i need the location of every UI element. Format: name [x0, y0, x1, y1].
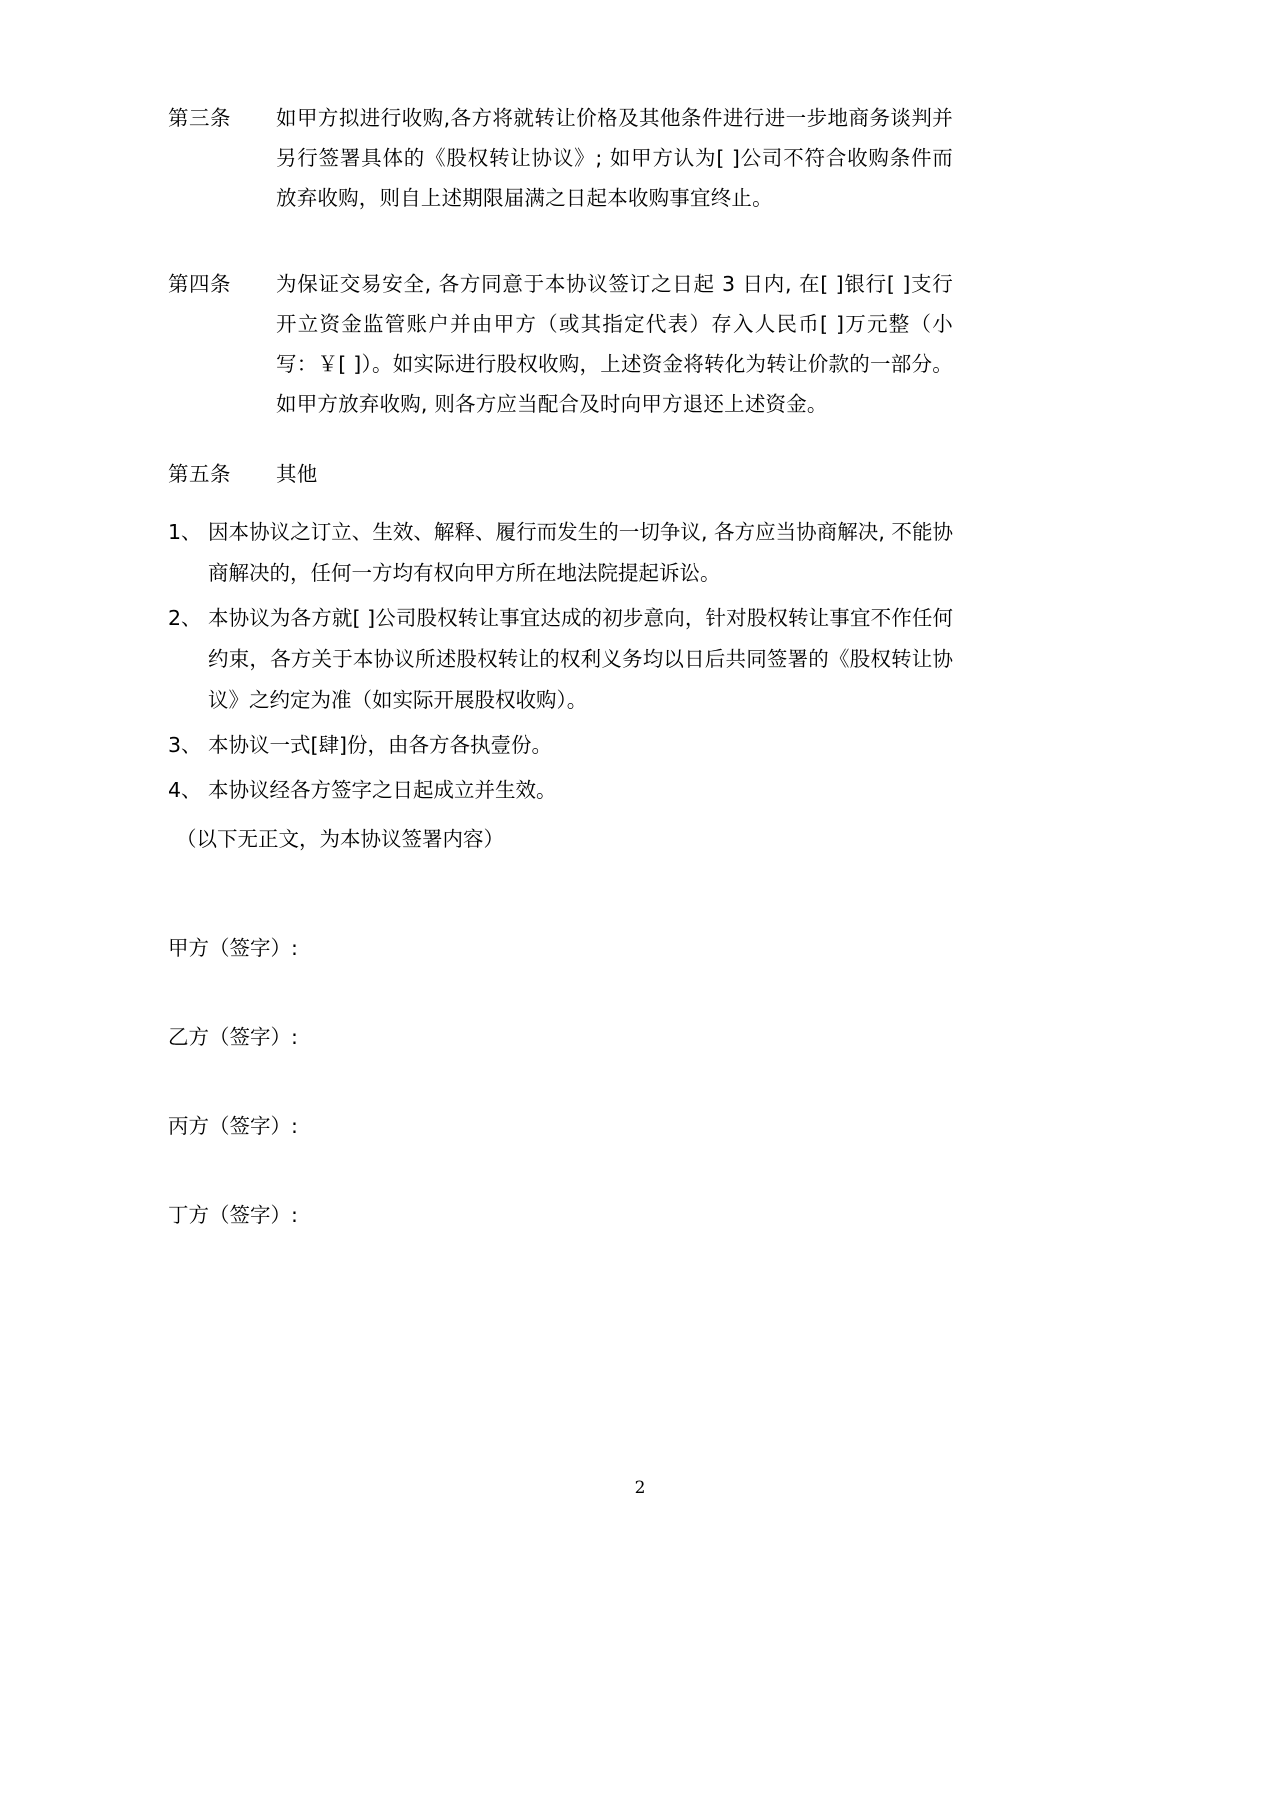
list-item-marker: 4、 [168, 778, 202, 802]
list-item [168, 598, 953, 721]
signature-line-party-c: 丙方（签字）: [168, 1114, 298, 1138]
closing-note: （以下无正文，为本协议签署内容） [176, 827, 504, 851]
list-item [168, 725, 953, 766]
article-5-body: 其他 [276, 462, 318, 486]
list-item-marker: 1、 [168, 520, 202, 544]
list-item-marker: 2、 [168, 606, 202, 630]
article-3-label: 第三条 [168, 106, 231, 130]
list-item-text: 本协议为各方就[ ]公司股权转让事宜达成的初步意向，针对股权转让事宜不作任何约束，各方关于本协议所述股权转让的权利义务均以日后共同签署的《股权转让协议》之约定为准（如实际开展股权收购）。 [208, 606, 953, 712]
article-4-label: 第四条 [168, 272, 231, 296]
other-terms-list [168, 512, 953, 811]
signature-line-party-a: 甲方（签字）: [168, 936, 298, 960]
article-4-body: 为保证交易安全, 各方同意于本协议签订之日起 3 日内, 在[ ]银行[ ]支行开立资金监管账户并由甲方（或其指定代表）存入人民币[ ]万元整（小写：￥[ ]）。如实际进行股权收购，上述资金将转化为转让价款的一部分。如甲方放弃收购, 则各方应当配合及时向甲方退还上述资金。 [276, 272, 953, 416]
article-3-body: 如甲方拟进行收购,各方将就转让价格及其他条件进行进一步地商务谈判并另行签署具体的《股权转让协议》; 如甲方认为[ ]公司不符合收购条件而放弃收购，则自上述期限届满之日起本收购事宜终止。 [276, 106, 953, 210]
list-item [168, 512, 953, 594]
signature-line-party-b: 乙方（签字）: [168, 1025, 298, 1049]
article-3 [168, 98, 953, 218]
signature-block [168, 928, 953, 1235]
list-item [168, 770, 953, 811]
signature-line-party-d: 丁方（签字）: [168, 1203, 298, 1227]
list-item-text: 本协议一式[肆]份，由各方各执壹份。 [208, 733, 552, 757]
page-number: 2 [634, 1478, 646, 1498]
list-item-text: 本协议经各方签字之日起成立并生效。 [208, 778, 557, 802]
list-item-marker: 3、 [168, 733, 202, 757]
article-4 [168, 264, 953, 424]
article-5 [168, 454, 953, 494]
article-5-label: 第五条 [168, 462, 231, 486]
list-item-text: 因本协议之订立、生效、解释、履行而发生的一切争议, 各方应当协商解决, 不能协商解决的，任何一方均有权向甲方所在地法院提起诉讼。 [208, 520, 953, 585]
page-content [168, 98, 953, 1284]
